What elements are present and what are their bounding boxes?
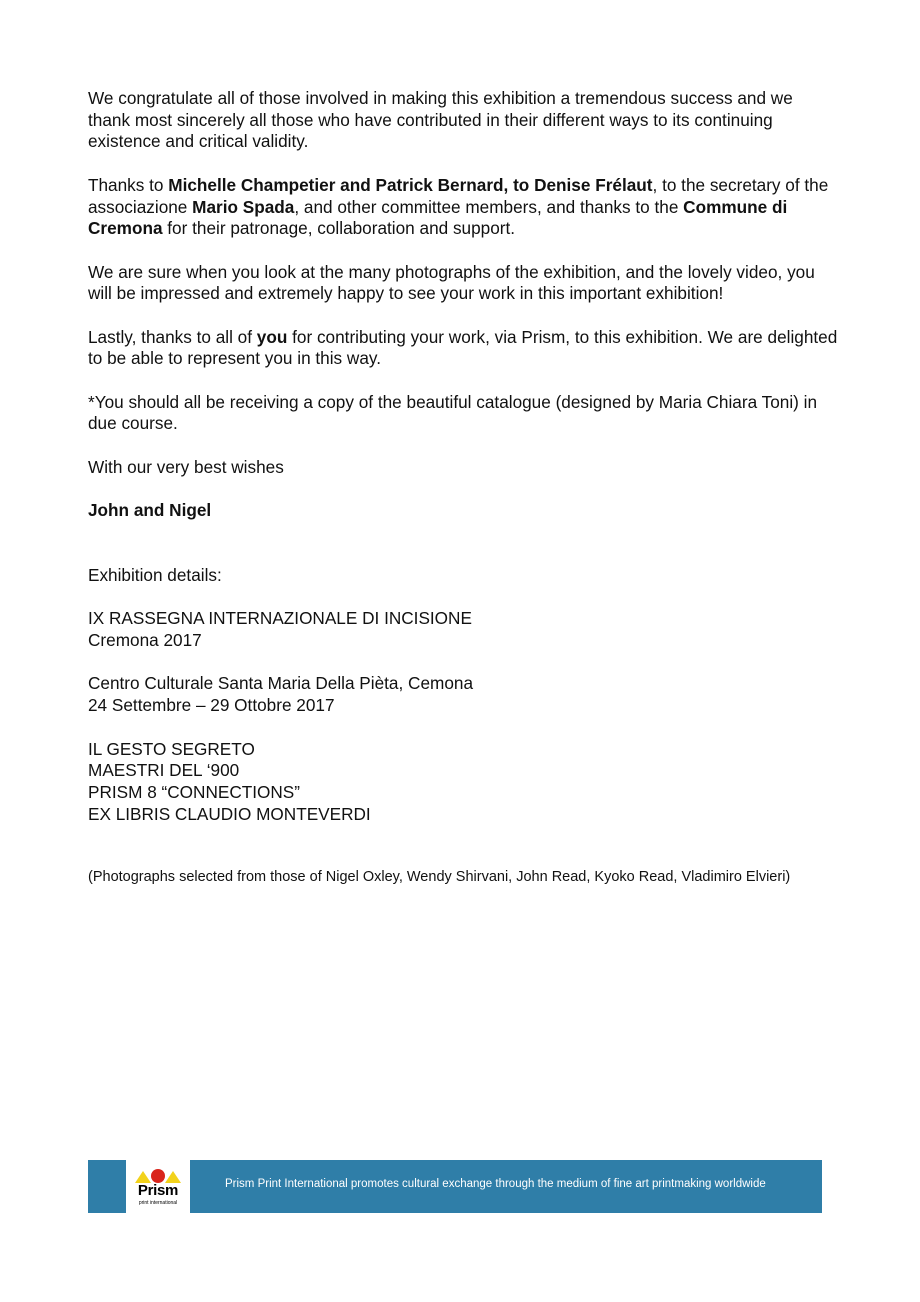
footer-banner xyxy=(88,1160,822,1213)
lastly-text-2: for contributing your work, via Prism, to this exhibition. We are delighted to be able to represent you in this way. xyxy=(88,326,838,369)
thanks-text-2: , to the secretary of the associazione xyxy=(88,174,829,217)
section-item: PRISM 8 “CONNECTIONS” xyxy=(88,781,300,802)
paragraph-photographs: We are sure when you look at the many photographs of the exhibition, and the lovely video, you will be impressed and extremely happy to see your work in this important exhibition! xyxy=(88,261,815,304)
event-title: IX RASSEGNA INTERNAZIONALE DI INCISIONE xyxy=(88,608,472,629)
details-heading: Exhibition details: xyxy=(88,564,222,585)
thanks-secretary: Mario Spada xyxy=(192,196,295,217)
thanks-text-4: for their patronage, collaboration and support. xyxy=(162,218,516,239)
thanks-commune: Commune di Cremona xyxy=(88,196,788,239)
prism-logo xyxy=(126,1160,190,1213)
event-venue: Centro Culturale Santa Maria Della Pièta, Cemona xyxy=(88,673,473,694)
paragraph-congratulations: We congratulate all of those involved in making this exhibition a tremendous success and we thank most sincerely all those who have contributed in their different ways to its continuing existence and critical validity. xyxy=(88,88,793,152)
paragraph-thanks xyxy=(88,175,838,240)
lastly-you: you xyxy=(256,326,288,347)
logo-subtext: print international xyxy=(138,1200,178,1206)
thanks-names: Michelle Champetier and Patrick Bernard, to Denise Frélaut xyxy=(168,174,653,195)
section-item: EX LIBRIS CLAUDIO MONTEVERDI xyxy=(88,803,371,824)
footer-tagline: Prism Print International promotes cultural exchange through the medium of fine art printmaking worldwide xyxy=(225,1178,766,1190)
thanks-text-3: , and other committee members, and thanks to the xyxy=(294,196,684,217)
closing-line: With our very best wishes xyxy=(88,456,284,477)
lastly-text-1: Lastly, thanks to all of xyxy=(88,326,257,347)
event-dates: 24 Settembre – 29 Ottobre 2017 xyxy=(88,695,335,716)
signature-names: John and Nigel xyxy=(88,500,212,521)
event-city-year: Cremona 2017 xyxy=(88,630,202,651)
signature xyxy=(88,500,838,522)
photo-credit: (Photographs selected from those of Nigel Oxley, Wendy Shirvani, John Read, Kyoko Read, Vladimiro Elvieri) xyxy=(88,869,791,886)
section-item: MAESTRI DEL ‘900 xyxy=(88,760,240,781)
logo-wordmark: Prism xyxy=(137,1182,179,1199)
thanks-text-1: Thanks to xyxy=(88,174,169,195)
paragraph-catalogue: *You should all be receiving a copy of the beautiful catalogue (designed by Maria Chiara Toni) in due course. xyxy=(88,391,818,434)
letter-body xyxy=(88,88,838,887)
section-item: IL GESTO SEGRETO xyxy=(88,738,255,759)
paragraph-lastly xyxy=(88,327,838,370)
